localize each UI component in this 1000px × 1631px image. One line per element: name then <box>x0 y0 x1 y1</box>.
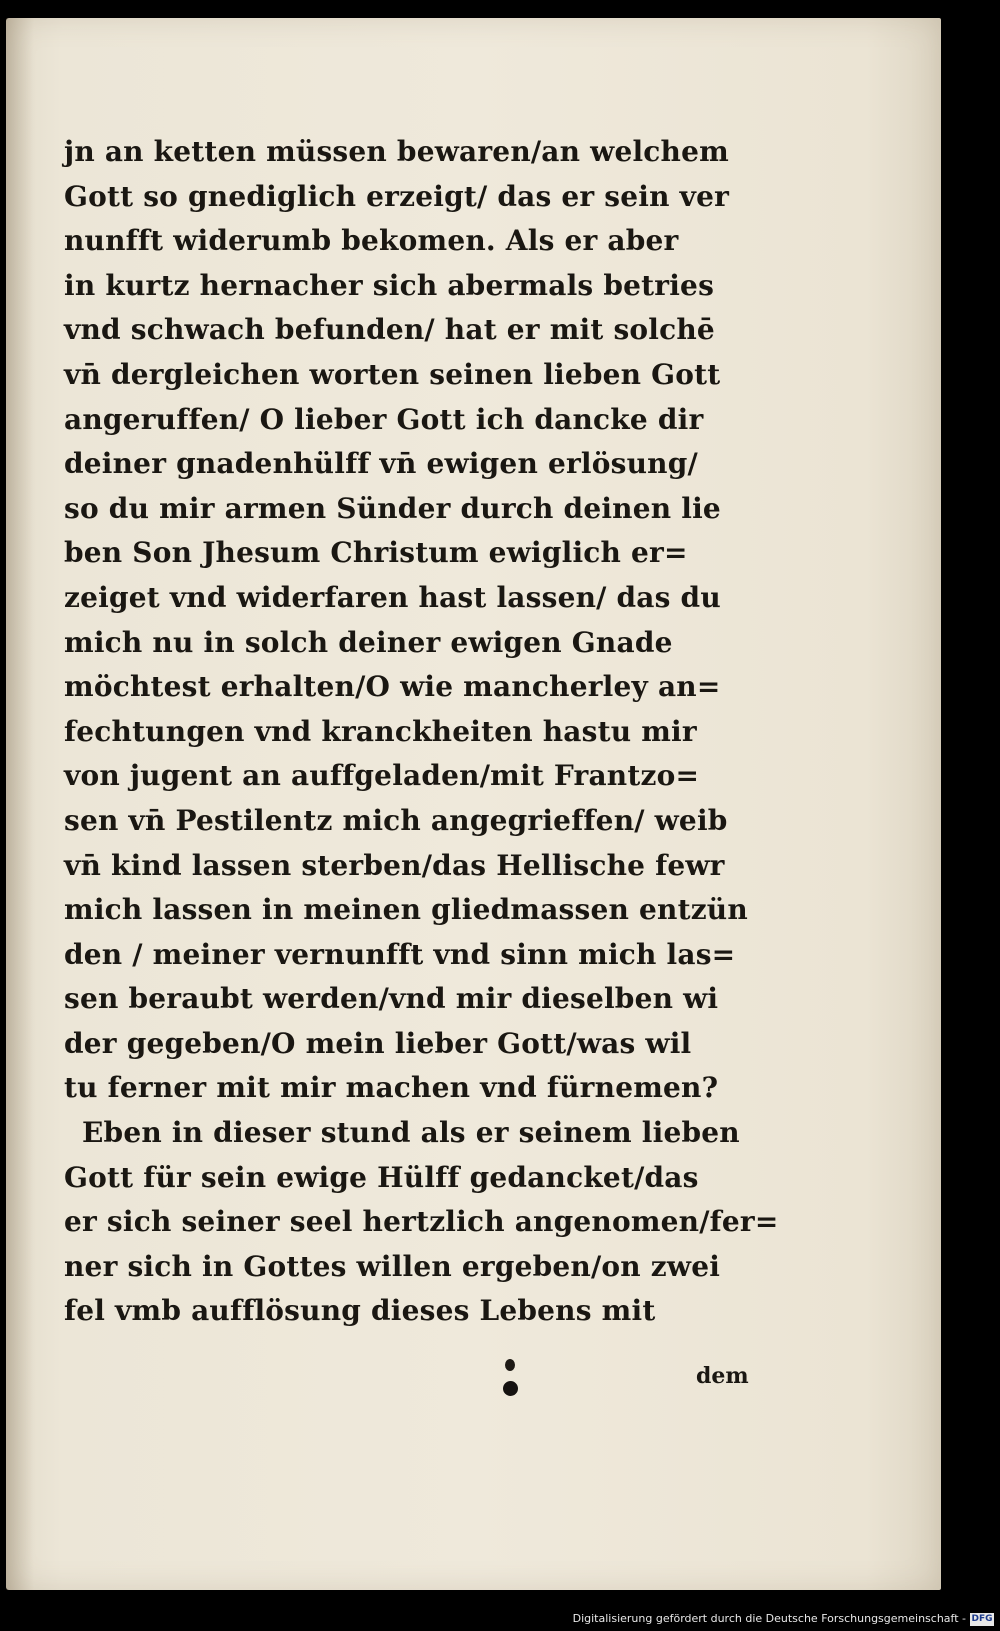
footer-credit: Digitalisierung gefördert durch die Deutsche Forschungsgemeinschaft - <box>572 1612 966 1625</box>
catchword: dem <box>696 1363 749 1389</box>
text-line: Gott für sein ewige Hülff gedancket/das <box>64 1160 699 1194</box>
text-line: sen vn̄ Pestilentz mich angegrieffen/ weib <box>64 803 728 837</box>
text-line: ner sich in Gottes willen ergeben/on zwei <box>64 1249 721 1283</box>
text-line: angeruffen/ O lieber Gott ich dancke dir <box>64 402 704 436</box>
text-line: mich lassen in meinen gliedmassen entzün <box>64 893 748 927</box>
text-line: vn̄ kind lassen sterben/das Hellische fewr <box>64 848 725 882</box>
text-line: zeiget vnd widerfaren hast lassen/ das du <box>64 580 721 614</box>
text-line: tu ferner mit mir machen vnd fürnemen? <box>64 1071 719 1105</box>
ink-blot <box>503 1381 518 1396</box>
page-text <box>64 130 784 1334</box>
text-line: der gegeben/O mein lieber Gott/was wil <box>64 1026 692 1060</box>
text-line: sen beraubt werden/vnd mir dieselben wi <box>64 982 719 1016</box>
text-line: vn̄ dergleichen worten seinen lieben Gott <box>64 357 721 391</box>
footer-bar <box>0 1593 1000 1631</box>
text-line: jn an ketten müssen bewaren/an welchem <box>64 135 729 168</box>
dfg-logo-icon: DFG <box>971 1614 993 1624</box>
book-page <box>6 18 941 1590</box>
text-line: Eben in dieser stund als er seinem lieben <box>82 1116 740 1150</box>
text-line: fechtungen vnd kranckheiten hastu mir <box>64 714 697 748</box>
text-line: in kurtz hernacher sich abermals betries <box>64 268 715 302</box>
text-line: von jugent an auffgeladen/mit Frantzo= <box>64 759 700 793</box>
text-line: er sich seiner seel hertzlich angenomen/fer= <box>64 1205 779 1239</box>
text-line: deiner gnadenhülff vn̄ ewigen erlösung/ <box>64 447 698 481</box>
text-line: möchtest erhalten/O wie mancherley an= <box>64 670 721 704</box>
text-line: vnd schwach befunden/ hat er mit solchē <box>64 313 715 347</box>
text-line: Gott so gnediglich erzeigt/ das er sein ver <box>64 179 730 213</box>
text-line: nunfft widerumb bekomen. Als er aber <box>64 224 679 258</box>
text-line: ben Son Jhesum Christum ewiglich er= <box>64 536 688 570</box>
text-line: so du mir armen Sünder durch deinen lie <box>64 491 721 525</box>
text-line: fel vmb aufflösung dieses Lebens mit <box>64 1294 656 1328</box>
ink-blot <box>505 1359 515 1371</box>
text-line: den / meiner vernunfft vnd sinn mich las= <box>64 937 736 971</box>
text-line: mich nu in solch deiner ewigen Gnade <box>64 625 673 659</box>
